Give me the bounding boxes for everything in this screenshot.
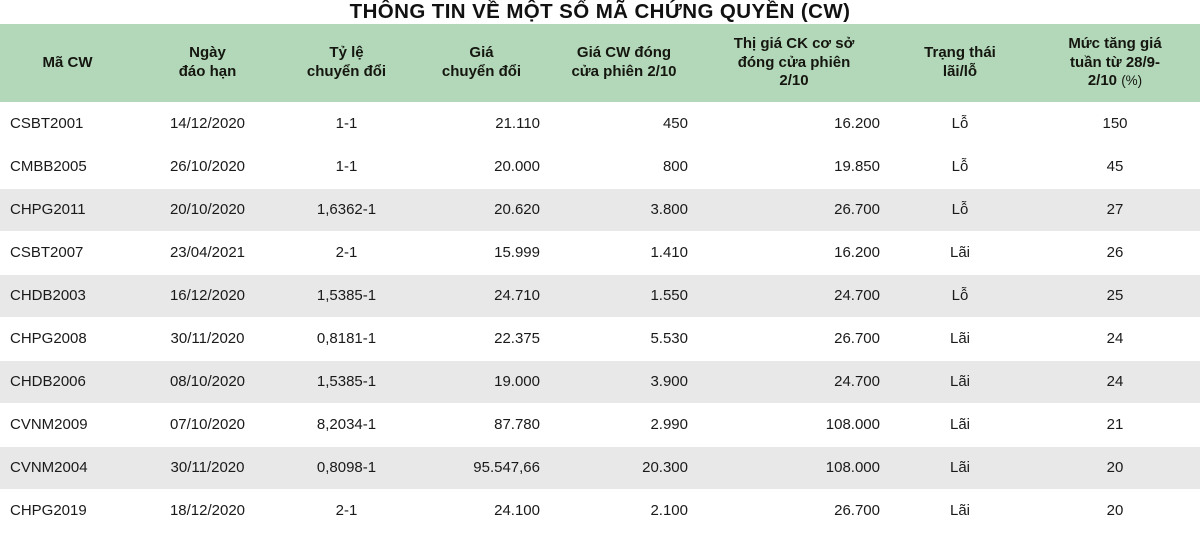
cell-ty-le-chuyen-doi: 1,5385-1	[280, 274, 413, 317]
cell-trang-thai: Lỗ	[890, 145, 1030, 188]
table-header	[0, 24, 1200, 102]
cell-ngay-dao-han: 30/11/2020	[135, 446, 280, 489]
cell-ma-cw: CSBT2007	[0, 231, 135, 274]
table-row	[0, 102, 1200, 145]
header-line-1: Ngày	[189, 44, 226, 62]
header-line-3: 2/10	[779, 72, 809, 90]
header-line-2: chuyển đổi	[441, 63, 522, 80]
cell-ty-le-chuyen-doi: 1-1	[280, 102, 413, 145]
table-row	[0, 446, 1200, 489]
header-line-1: Giá CW đóng	[576, 44, 672, 62]
header-line-3: 2/10	[1087, 72, 1118, 90]
header-line-2: cửa phiên 2/10	[571, 63, 677, 80]
cell-ngay-dao-han: 16/12/2020	[135, 274, 280, 317]
title-bar	[0, 0, 1200, 24]
cell-ngay-dao-han: 20/10/2020	[135, 188, 280, 231]
cell-thi-gia-ck-co-so: 26.700	[698, 489, 890, 532]
cell-gia-cw-dong-cua: 800	[550, 145, 698, 188]
cell-muc-tang-gia: 20	[1030, 446, 1200, 489]
cell-gia-chuyen-doi: 22.375	[413, 317, 550, 360]
header-line-1: Mức tăng giá	[1068, 34, 1162, 52]
cell-thi-gia-ck-co-so: 24.700	[698, 360, 890, 403]
column-header-ma-cw	[0, 24, 135, 102]
cell-ty-le-chuyen-doi: 0,8098-1	[280, 446, 413, 489]
column-header-gia-cw-dong-cua	[550, 24, 698, 102]
cell-ngay-dao-han: 18/12/2020	[135, 489, 280, 532]
cell-trang-thai: Lãi	[890, 231, 1030, 274]
cell-ma-cw: CMBB2005	[0, 145, 135, 188]
cell-ma-cw: CSBT2001	[0, 102, 135, 145]
cell-ngay-dao-han: 30/11/2020	[135, 317, 280, 360]
cell-ty-le-chuyen-doi: 1,5385-1	[280, 360, 413, 403]
table-row	[0, 360, 1200, 403]
cell-muc-tang-gia: 25	[1030, 274, 1200, 317]
cell-ty-le-chuyen-doi: 8,2034-1	[280, 403, 413, 446]
cell-gia-cw-dong-cua: 1.550	[550, 274, 698, 317]
cell-gia-cw-dong-cua: 5.530	[550, 317, 698, 360]
header-line-1: Trạng thái	[924, 44, 996, 62]
table-row	[0, 403, 1200, 446]
cell-gia-chuyen-doi: 24.710	[413, 274, 550, 317]
cell-muc-tang-gia: 24	[1030, 317, 1200, 360]
cell-trang-thai: Lãi	[890, 446, 1030, 489]
cell-ty-le-chuyen-doi: 2-1	[280, 231, 413, 274]
header-line-2: chuyển đổi	[306, 63, 387, 80]
column-header-ty-le-chuyen-doi	[280, 24, 413, 102]
cell-muc-tang-gia: 45	[1030, 145, 1200, 188]
cell-ma-cw: CHDB2003	[0, 274, 135, 317]
table-row	[0, 489, 1200, 532]
cell-trang-thai: Lãi	[890, 360, 1030, 403]
cell-gia-chuyen-doi: 95.547,66	[413, 446, 550, 489]
cell-ma-cw: CHDB2006	[0, 360, 135, 403]
cell-gia-cw-dong-cua: 1.410	[550, 231, 698, 274]
cell-muc-tang-gia: 27	[1030, 188, 1200, 231]
cell-ma-cw: CHPG2011	[0, 188, 135, 231]
cell-ty-le-chuyen-doi: 1,6362-1	[280, 188, 413, 231]
cell-ngay-dao-han: 26/10/2020	[135, 145, 280, 188]
cell-ty-le-chuyen-doi: 0,8181-1	[280, 317, 413, 360]
header-line-2: tuần từ 28/9-	[1069, 53, 1161, 71]
cell-gia-chuyen-doi: 20.000	[413, 145, 550, 188]
cell-trang-thai: Lãi	[890, 489, 1030, 532]
cell-muc-tang-gia: 26	[1030, 231, 1200, 274]
cell-trang-thai: Lãi	[890, 317, 1030, 360]
cell-gia-cw-dong-cua: 2.100	[550, 489, 698, 532]
cell-thi-gia-ck-co-so: 26.700	[698, 188, 890, 231]
cell-trang-thai: Lỗ	[890, 188, 1030, 231]
cell-ngay-dao-han: 07/10/2020	[135, 403, 280, 446]
cell-gia-chuyen-doi: 20.620	[413, 188, 550, 231]
cell-thi-gia-ck-co-so: 108.000	[698, 403, 890, 446]
header-line-2: đáo hạn	[178, 63, 237, 80]
header-unit: (%)	[1121, 73, 1143, 89]
header-line-2: lãi/lỗ	[942, 63, 978, 80]
column-header-thi-gia-ck-co-so	[698, 24, 890, 102]
cell-thi-gia-ck-co-so: 24.700	[698, 274, 890, 317]
column-header-muc-tang-gia	[1030, 24, 1200, 102]
cell-ty-le-chuyen-doi: 1-1	[280, 145, 413, 188]
cell-thi-gia-ck-co-so: 16.200	[698, 231, 890, 274]
table-header-row	[0, 24, 1200, 102]
cell-ma-cw: CHPG2008	[0, 317, 135, 360]
cell-gia-chuyen-doi: 21.110	[413, 102, 550, 145]
cell-gia-chuyen-doi: 15.999	[413, 231, 550, 274]
header-line-1: Giá	[469, 44, 494, 62]
cell-gia-chuyen-doi: 24.100	[413, 489, 550, 532]
table-row	[0, 188, 1200, 231]
page-title: THÔNG TIN VỀ MỘT SỐ MÃ CHỨNG QUYỀN (CW)	[349, 0, 851, 23]
table-row	[0, 317, 1200, 360]
cell-thi-gia-ck-co-so: 108.000	[698, 446, 890, 489]
header-line-1: Tỷ lệ	[329, 44, 364, 62]
cell-ma-cw: CVNM2004	[0, 446, 135, 489]
cell-gia-cw-dong-cua: 3.900	[550, 360, 698, 403]
cell-trang-thai: Lỗ	[890, 102, 1030, 145]
column-header-ngay-dao-han	[135, 24, 280, 102]
column-header-gia-chuyen-doi	[413, 24, 550, 102]
cell-ma-cw: CHPG2019	[0, 489, 135, 532]
table-body	[0, 102, 1200, 532]
header-line-1: Thị giá CK cơ sở	[733, 34, 855, 52]
cell-thi-gia-ck-co-so: 26.700	[698, 317, 890, 360]
header-line-1: Mã CW	[42, 53, 93, 71]
cell-muc-tang-gia: 20	[1030, 489, 1200, 532]
column-header-trang-thai	[890, 24, 1030, 102]
cw-table	[0, 24, 1200, 533]
cell-trang-thai: Lỗ	[890, 274, 1030, 317]
cell-ma-cw: CVNM2009	[0, 403, 135, 446]
cell-gia-chuyen-doi: 87.780	[413, 403, 550, 446]
cell-ty-le-chuyen-doi: 2-1	[280, 489, 413, 532]
cell-ngay-dao-han: 14/12/2020	[135, 102, 280, 145]
table-row	[0, 145, 1200, 188]
cell-muc-tang-gia: 21	[1030, 403, 1200, 446]
table-row	[0, 274, 1200, 317]
header-line-2: đóng cửa phiên	[737, 53, 851, 71]
cell-ngay-dao-han: 08/10/2020	[135, 360, 280, 403]
table-row	[0, 231, 1200, 274]
cell-gia-chuyen-doi: 19.000	[413, 360, 550, 403]
cell-thi-gia-ck-co-so: 19.850	[698, 145, 890, 188]
cell-ngay-dao-han: 23/04/2021	[135, 231, 280, 274]
cell-muc-tang-gia: 24	[1030, 360, 1200, 403]
cell-gia-cw-dong-cua: 3.800	[550, 188, 698, 231]
cell-gia-cw-dong-cua: 2.990	[550, 403, 698, 446]
cell-gia-cw-dong-cua: 20.300	[550, 446, 698, 489]
cell-trang-thai: Lãi	[890, 403, 1030, 446]
cell-gia-cw-dong-cua: 450	[550, 102, 698, 145]
cell-thi-gia-ck-co-so: 16.200	[698, 102, 890, 145]
cell-muc-tang-gia: 150	[1030, 102, 1200, 145]
